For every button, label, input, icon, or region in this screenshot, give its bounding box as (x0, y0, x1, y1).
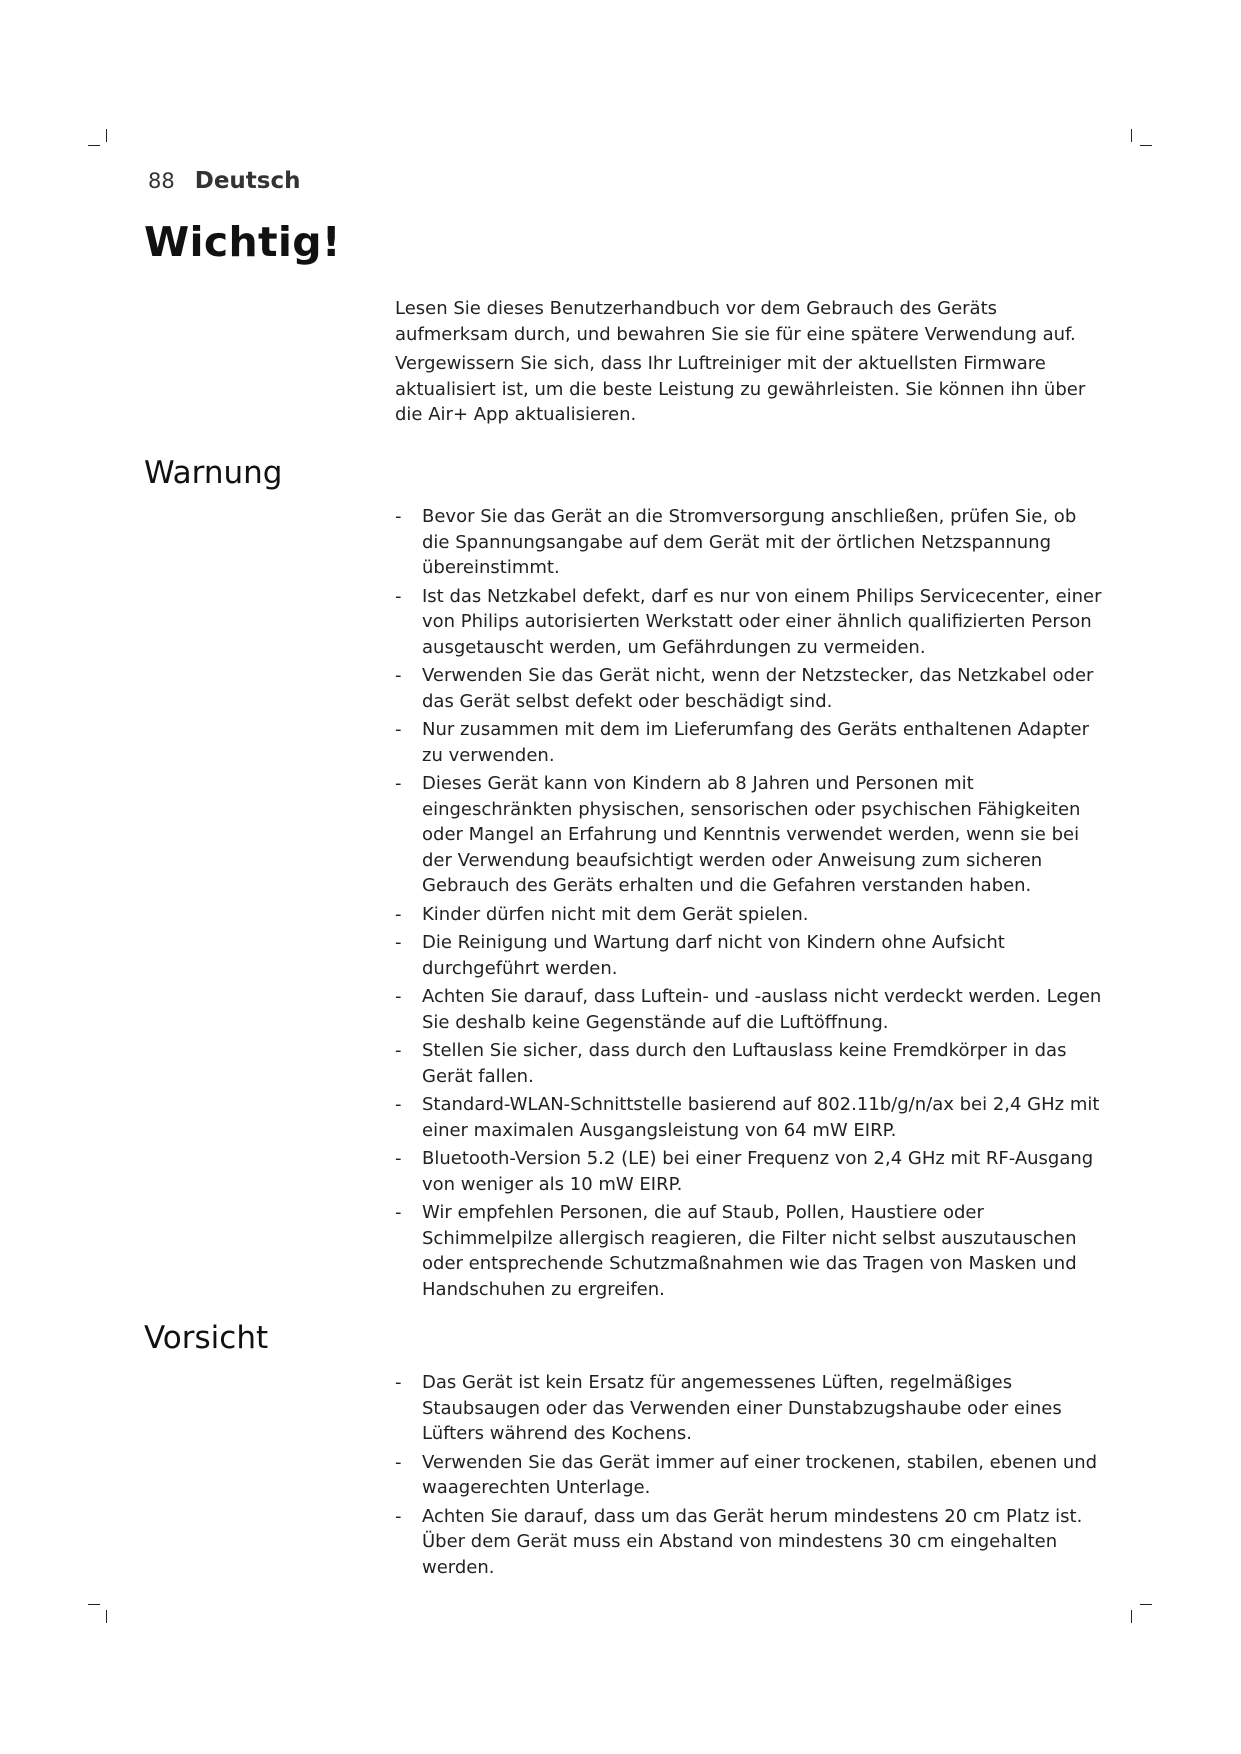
list-item: - Stellen Sie sicher, dass durch den Luftauslass keine Fremdkörper in das Gerät fallen. (395, 1040, 1067, 1087)
list-item: - Verwenden Sie das Gerät immer auf einer trockenen, stabilen, ebenen und waagerechten Unterlage. (395, 1451, 1098, 1498)
list-item: - Das Gerät ist kein Ersatz für angemessenes Lüften, regelmäßiges Staubsaugen oder das Verwenden einer Dunstabzugshaube oder eines Lüfters während des Kochens. (395, 1372, 1062, 1444)
intro-text (395, 296, 1105, 432)
vorsicht-list (395, 1370, 1105, 1580)
list-item: - Die Reinigung und Wartung darf nicht von Kindern ohne Aufsicht durchgeführt werden. (395, 932, 1005, 979)
list-item: - Verwenden Sie das Gerät nicht, wenn der Netzstecker, das Netzkabel oder das Gerät selbst defekt oder beschädigt sind. (395, 665, 1094, 712)
list-item: - Bluetooth-Version 5.2 (LE) bei einer Frequenz von 2,4 GHz mit RF-Ausgang von weniger als 10 mW EIRP. (395, 1148, 1094, 1195)
list-item: - Dieses Gerät kann von Kindern ab 8 Jahren und Personen mit eingeschränkten physischen, sensorischen oder psychischen Fähigkeiten oder Mangel an Erfahrung und Kenntnis verwendet werden, wenn sie bei der Verwendung beaufsichtigt werden oder Anweisung zum sicheren Gebrauch des Geräts erhalten und die Gefahren verstanden haben. (395, 773, 1081, 896)
intro-paragraph: Vergewissern Sie sich, dass Ihr Luftreiniger mit der aktuellsten Firmware aktualisiert ist, um die beste Leistung zu gewährleisten. Sie können ihn über die Air+ App aktualisieren. (395, 353, 1086, 425)
list-item: - Kinder dürfen nicht mit dem Gerät spielen. (395, 903, 809, 925)
list-item: - Achten Sie darauf, dass Luftein- und -auslass nicht verdeckt werden. Legen Sie deshalb keine Gegenstände auf die Luftöffnung. (395, 986, 1102, 1033)
list-item: - Bevor Sie das Gerät an die Stromversorgung anschließen, prüfen Sie, ob die Spannungsangabe auf dem Gerät mit der örtlichen Netzspannung übereinstimmt. (395, 506, 1077, 578)
list-item: - Standard-WLAN-Schnittstelle basierend auf 802.11b/g/n/ax bei 2,4 GHz mit einer maximalen Ausgangsleistung von 64 mW EIRP. (395, 1094, 1100, 1141)
list-item: - Nur zusammen mit dem im Lieferumfang des Geräts enthaltenen Adapter zu verwenden. (395, 719, 1089, 766)
list-item: - Wir empfehlen Personen, die auf Staub, Pollen, Haustiere oder Schimmelpilze allergisch reagieren, die Filter nicht selbst auszutauschen oder entsprechende Schutzmaßnahmen wie das Tragen von Masken und Handschuhen zu ergreifen. (395, 1202, 1077, 1300)
vorsicht-heading: Vorsicht (144, 1320, 269, 1356)
warnung-heading: Warnung (144, 455, 283, 491)
warnung-list (395, 504, 1105, 1302)
vorsicht-list-container (395, 1370, 1105, 1583)
list-item: - Achten Sie darauf, dass um das Gerät herum mindestens 20 cm Platz ist. Über dem Gerät muss ein Abstand von mindestens 30 cm eingehalten werden. (395, 1505, 1083, 1578)
page-title: Wichtig! (144, 218, 341, 266)
page-language: Deutsch (194, 168, 301, 194)
page-number: 88 (148, 169, 175, 193)
warnung-list-container (395, 504, 1105, 1305)
intro-paragraph: Lesen Sie dieses Benutzerhandbuch vor dem Gebrauch des Geräts aufmerksam durch, und bewahren Sie sie für eine spätere Verwendung auf. (395, 298, 1076, 345)
list-item: - Ist das Netzkabel defekt, darf es nur von einem Philips Servicecenter, einer von Philips autorisierten Werkstatt oder einer ähnlich qualifizierten Person ausgetauscht werden, um Gefährdungen zu vermeiden. (395, 585, 1102, 658)
page-header (148, 168, 301, 194)
